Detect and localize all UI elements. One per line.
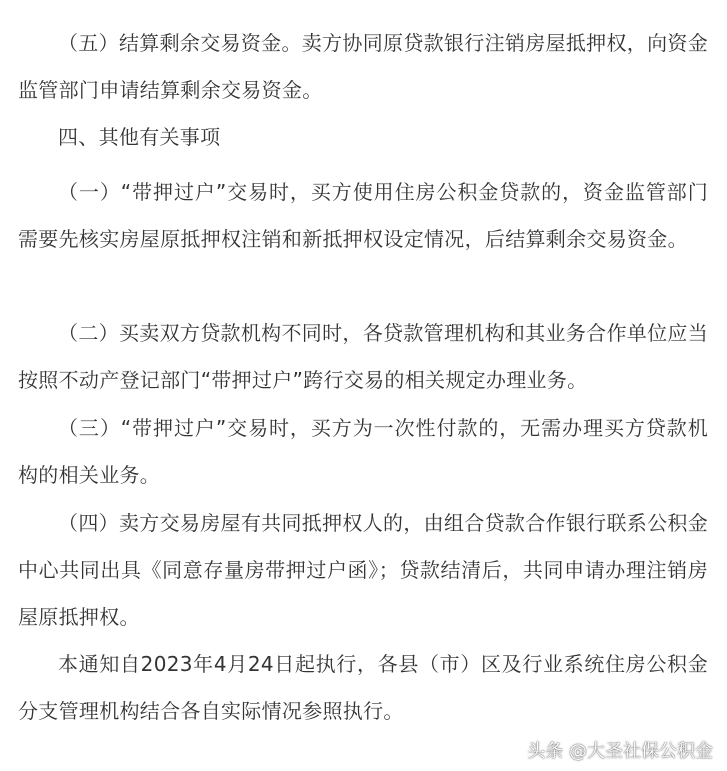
source-watermark <box>527 737 713 763</box>
paragraph-item-four: （四）卖方交易房屋有共同抵押权人的，由组合贷款合作银行联系公积金中心共同出具《同意存量房带押过户函》；贷款结清后，共同申请办理注销房屋原抵押权。 <box>18 511 708 629</box>
paragraph-item-three: （三）“带押过户”交易时，买方为一次性付款的，无需办理买方贷款机构的相关业务。 <box>18 416 708 487</box>
paragraph-item-one: （一）“带押过户”交易时，买方使用住房公积金贷款的，资金监管部门需要先核实房屋原抵押权注销和新抵押权设定情况，后结算剩余交易资金。 <box>18 180 708 251</box>
paragraph-effective-date: 本通知自2023年4月24日起执行，各县（市）区及行业系统住房公积金分支管理机构结合各自实际情况参照执行。 <box>18 652 708 723</box>
section-heading-other-matters: 四、其他有关事项 <box>58 125 221 149</box>
watermark-text: 头条 @大圣社保公积金 <box>527 741 713 762</box>
paragraph-settle-remaining-funds: （五）结算剩余交易资金。卖方协同原贷款银行注销房屋抵押权，向资金监管部门申请结算剩余交易资金。 <box>18 31 708 102</box>
paragraph-item-two: （二）买卖双方贷款机构不同时，各贷款管理机构和其业务合作单位应当按照不动产登记部门“带押过户”跨行交易的相关规定办理业务。 <box>18 321 708 392</box>
